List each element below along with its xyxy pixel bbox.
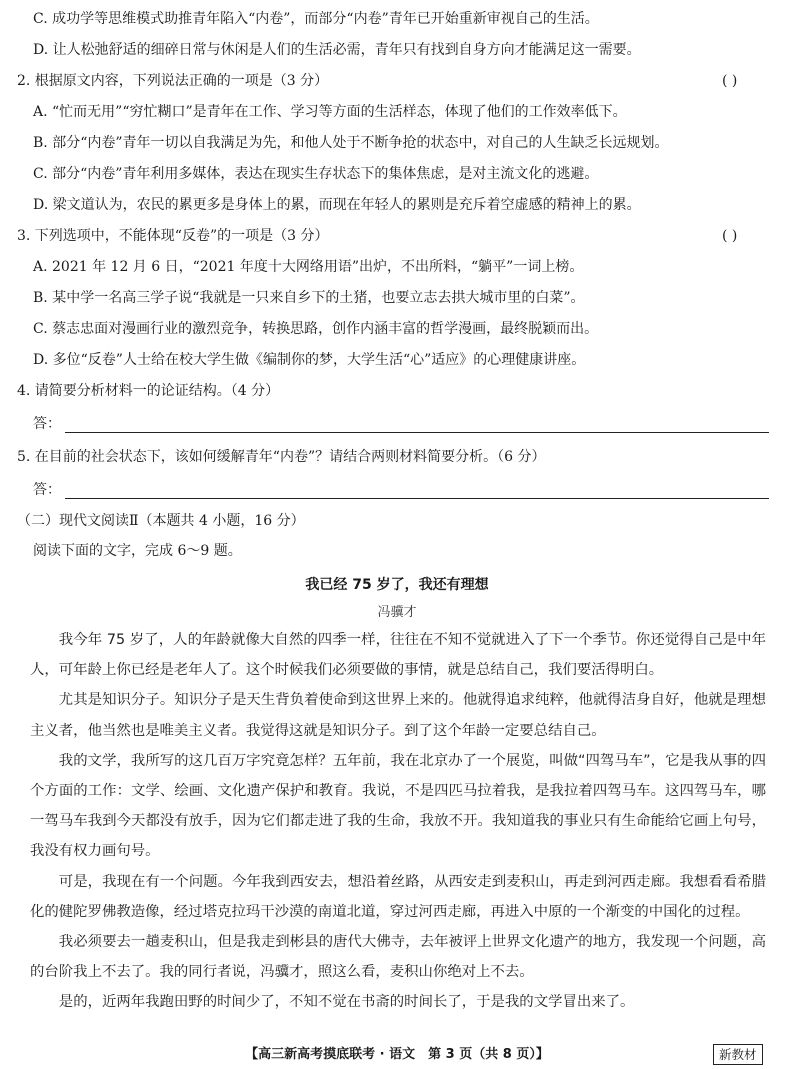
page-footer: 【高三新高考摸底联考 · 语文 第 3 页（共 8 页）】 <box>245 1047 549 1062</box>
q3-option-a: A. 2021 年 12 月 6 日，“2021 年度十大网络用语”出炉，不出所料，“躺平”一词上榜。 <box>33 259 584 275</box>
q3-option-d: D. 多位“反卷”人士给在校大学生做《编制你的梦，大学生活“心”适应》的心理健康讲座。 <box>33 352 586 368</box>
q3-stem: 3. 下列选项中，不能体现“反卷”的一项是（3 分） <box>17 228 329 244</box>
q5-answer-line[interactable] <box>33 480 769 500</box>
q3-answer-paren: ( ) <box>722 228 738 244</box>
q2-option-c: C. 部分“内卷”青年利用多媒体，表达在现实生存状态下的集体焦虑，是对主流文化的逃避。 <box>33 166 599 182</box>
section-instruction: 阅读下面的文字，完成 6～9 题。 <box>33 543 242 559</box>
article-paragraph: 尤其是知识分子。知识分子是天生背负着使命到这世界上来的。他就得追求纯粹，他就得洁身自好，他就是理想主义者，他当然也是唯美主义者。我觉得这就是知识分子。到了这个年龄一定要总结自己。 <box>30 692 766 739</box>
article-paragraph: 我的文学，我所写的这几百万字究竟怎样？五年前，我在北京办了一个展览，叫做“四驾马车”，它是我从事的四个方面的工作：文学、绘画、文化遗产保护和教育。我说，不是四匹马拉着我，是我拉着四驾马车。这四驾马车，哪一驾马车我到今天都没有放手，因为它们都走进了我的生命，我放不开。我知道我的事业只有生命能给它画上句号，我没有权力画句号。 <box>30 752 766 860</box>
article-body <box>30 625 766 1018</box>
q3-option-c: C. 蔡志忠面对漫画行业的激烈竞争，转换思路，创作内涵丰富的哲学漫画，最终脱颖而出。 <box>33 321 599 337</box>
article-paragraph: 可是，我现在有一个问题。今年我到西安去，想沿着丝路，从西安走到麦积山，再走到河西走廊。我想看看希腊化的健陀罗佛教造像，经过塔克拉玛干沙漠的南道北道，穿过河西走廊，再进入中原的一个渐变的中国化的过程。 <box>30 873 766 920</box>
q2-option-a: A. “忙而无用”“穷忙糊口”是青年在工作、学习等方面的生活样态，体现了他们的工作效率低下。 <box>33 104 627 120</box>
q1-option-d: D. 让人松弛舒适的细碎日常与休闲是人们的生活必需，青年只有找到自身方向才能满足这一需要。 <box>33 42 641 58</box>
article-paragraph: 是的，近两年我跑田野的时间少了，不知不觉在书斋的时间长了，于是我的文学冒出来了。 <box>58 994 635 1011</box>
article-title: 我已经 75 岁了，我还有理想 <box>305 577 489 593</box>
article-paragraph: 我今年 75 岁了，人的年龄就像大自然的四季一样，往往在不知不觉就进入了下一个季节。你还觉得自己是中年人，可年龄上你已经是老年人了。这个时候我们必须要做的事情，就是总结自己，我们要活得明白。 <box>30 632 766 679</box>
q4-stem: 4. 请简要分析材料一的论证结构。（4 分） <box>17 383 280 399</box>
q4-answer-label: 答： <box>33 416 61 432</box>
q5-stem: 5. 在目前的社会状态下，该如何缓解青年“内卷”？请结合两则材料简要分析。（6 分） <box>17 449 546 465</box>
article-paragraph: 我必须要去一趟麦积山，但是我走到彬县的唐代大佛寺，去年被评上世界文化遗产的地方，我发现一个问题，高的台阶我上不去了。我的同行者说，冯骥才，照这么看，麦积山你绝对上不去。 <box>30 934 766 981</box>
q2-option-b: B. 部分“内卷”青年一切以自我满足为先，和他人处于不断争抢的状态中，对自己的人生缺乏长远规划。 <box>33 135 669 151</box>
q3-option-b: B. 某中学一名高三学子说“我就是一只来自乡下的土猪，也要立志去拱大城市里的白菜”。 <box>33 290 585 306</box>
edition-badge: 新教材 <box>713 1044 763 1065</box>
q4-answer-line[interactable] <box>33 414 769 434</box>
q5-answer-label: 答： <box>33 482 61 498</box>
q2-answer-paren: ( ) <box>722 73 738 89</box>
article-author: 冯骥才 <box>377 605 417 620</box>
section-heading: （二）现代文阅读Ⅱ（本题共 4 小题，16 分） <box>17 513 305 529</box>
q2-stem: 2. 根据原文内容，下列说法正确的一项是（3 分） <box>17 73 329 89</box>
q2-option-d: D. 梁文道认为，农民的累更多是身体上的累，而现在年轻人的累则是充斥着空虚感的精神上的累。 <box>33 197 641 213</box>
q1-option-c: C. 成功学等思维模式助推青年陷入“内卷”，而部分“内卷”青年已开始重新审视自己的生活。 <box>33 11 599 27</box>
